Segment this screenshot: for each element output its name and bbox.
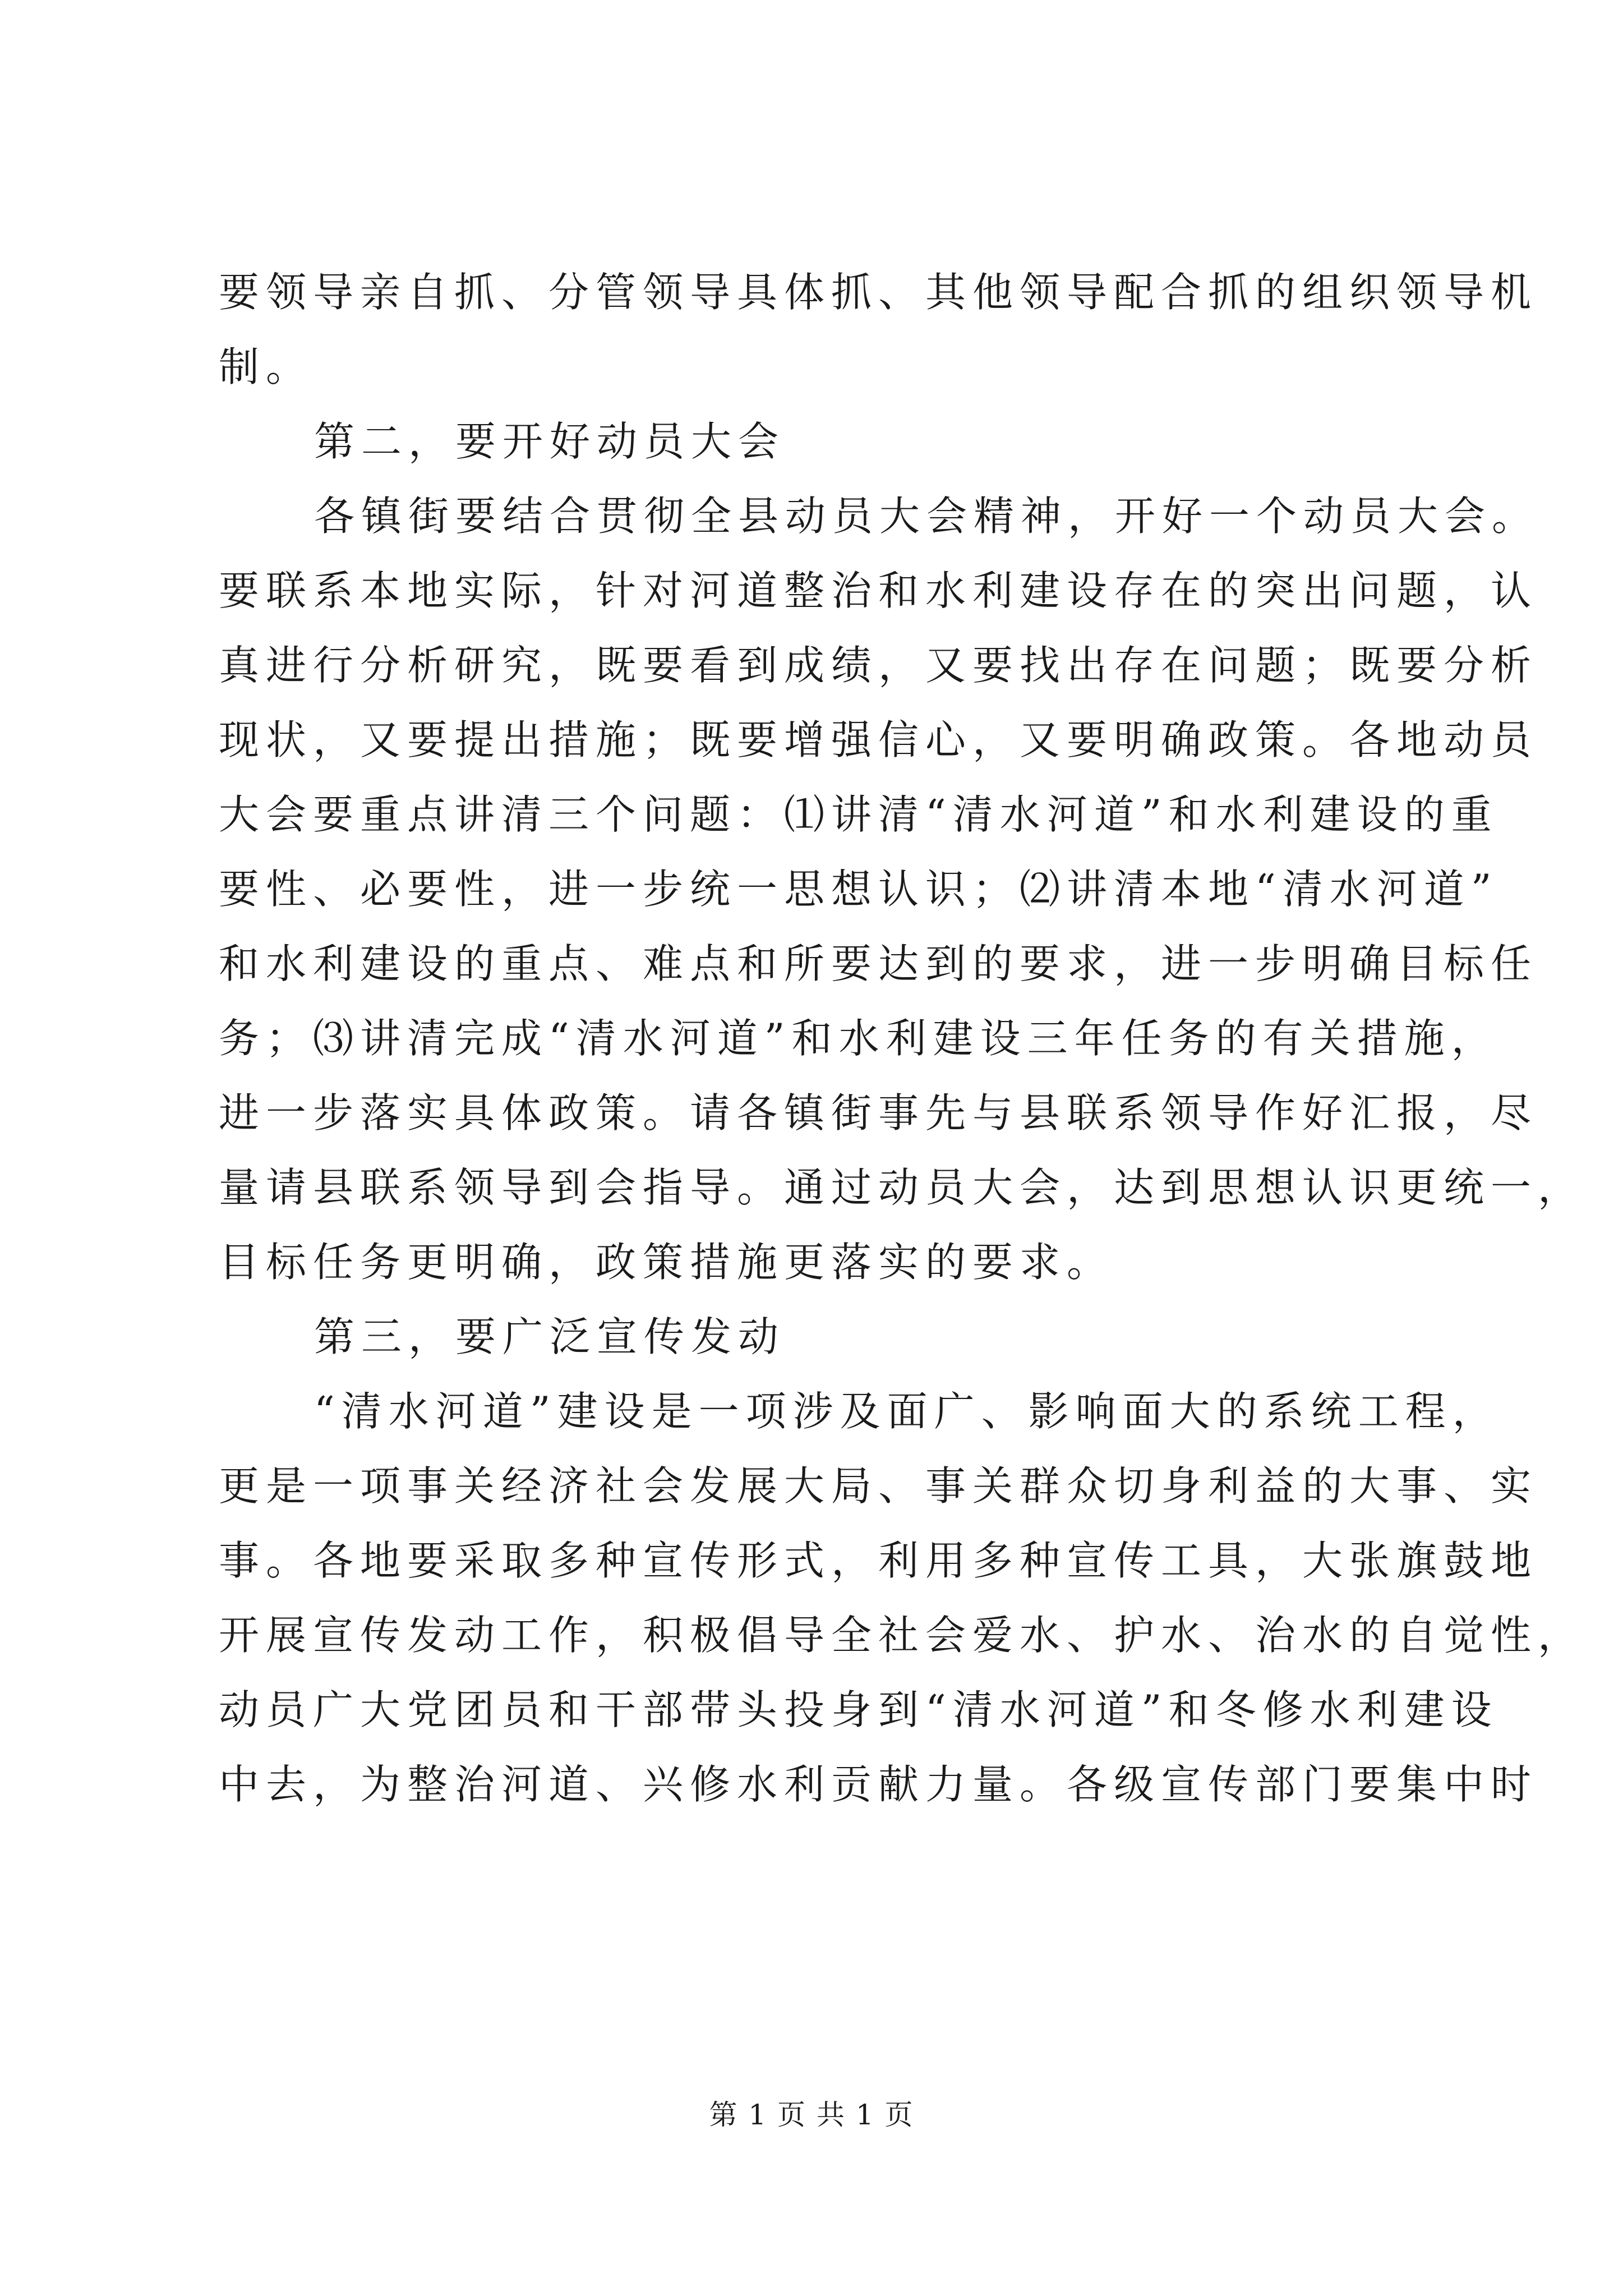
text-line: 开展宣传发动工作，积极倡导全社会爱水、护水、治水的自觉性， xyxy=(219,1612,1585,1659)
text-line: 制。 xyxy=(219,343,313,390)
text-line: 务；⑶讲清完成“清水河道”和水利建设三年任务的有关措施， xyxy=(219,1015,1498,1062)
text-line: 要联系本地实际，针对河道整治和水利建设存在的突出问题，认 xyxy=(219,567,1538,614)
page-footer: 第 1 页 共 1 页 xyxy=(709,2099,914,2131)
text-line: 目标任务更明确，政策措施更落实的要求。 xyxy=(219,1239,1114,1286)
text-line: 第二，要开好动员大会 xyxy=(314,418,786,465)
text-line: 中去，为整治河道、兴修水利贡献力量。各级宣传部门要集中时 xyxy=(219,1761,1538,1808)
text-line: 量请县联系领导到会指导。通过动员大会，达到思想认识更统一， xyxy=(219,1164,1585,1211)
text-line: 真进行分析研究，既要看到成绩，又要找出存在问题；既要分析 xyxy=(219,642,1538,689)
text-line: 更是一项事关经济社会发展大局、事关群众切身利益的大事、实 xyxy=(219,1462,1538,1510)
text-line: 要性、必要性，进一步统一思想认识；⑵讲清本地“清水河道” xyxy=(219,866,1498,913)
text-line: 现状，又要提出措施；既要增强信心，又要明确政策。各地动员 xyxy=(219,716,1538,763)
text-line: 进一步落实具体政策。请各镇街事先与县联系领导作好汇报，尽 xyxy=(219,1089,1538,1137)
text-line: 和水利建设的重点、难点和所要达到的要求，进一步明确目标任 xyxy=(219,940,1538,987)
text-line: 第三，要广泛宣传发动 xyxy=(314,1313,786,1360)
document-body xyxy=(219,255,1585,1822)
text-line: 动员广大党团员和干部带头投身到“清水河道”和冬修水利建设 xyxy=(219,1686,1498,1733)
text-line: 大会要重点讲清三个问题：⑴讲清“清水河道”和水利建设的重 xyxy=(219,791,1498,838)
text-line: 各镇街要结合贯彻全县动员大会精神，开好一个动员大会。 xyxy=(314,493,1539,540)
text-line: 要领导亲自抓、分管领导具体抓、其他领导配合抓的组织领导机 xyxy=(219,269,1538,316)
text-line: “清水河道”建设是一项涉及面广、影响面大的系统工程， xyxy=(314,1388,1500,1435)
text-line: 事。各地要采取多种宣传形式，利用多种宣传工具，大张旗鼓地 xyxy=(219,1537,1538,1584)
